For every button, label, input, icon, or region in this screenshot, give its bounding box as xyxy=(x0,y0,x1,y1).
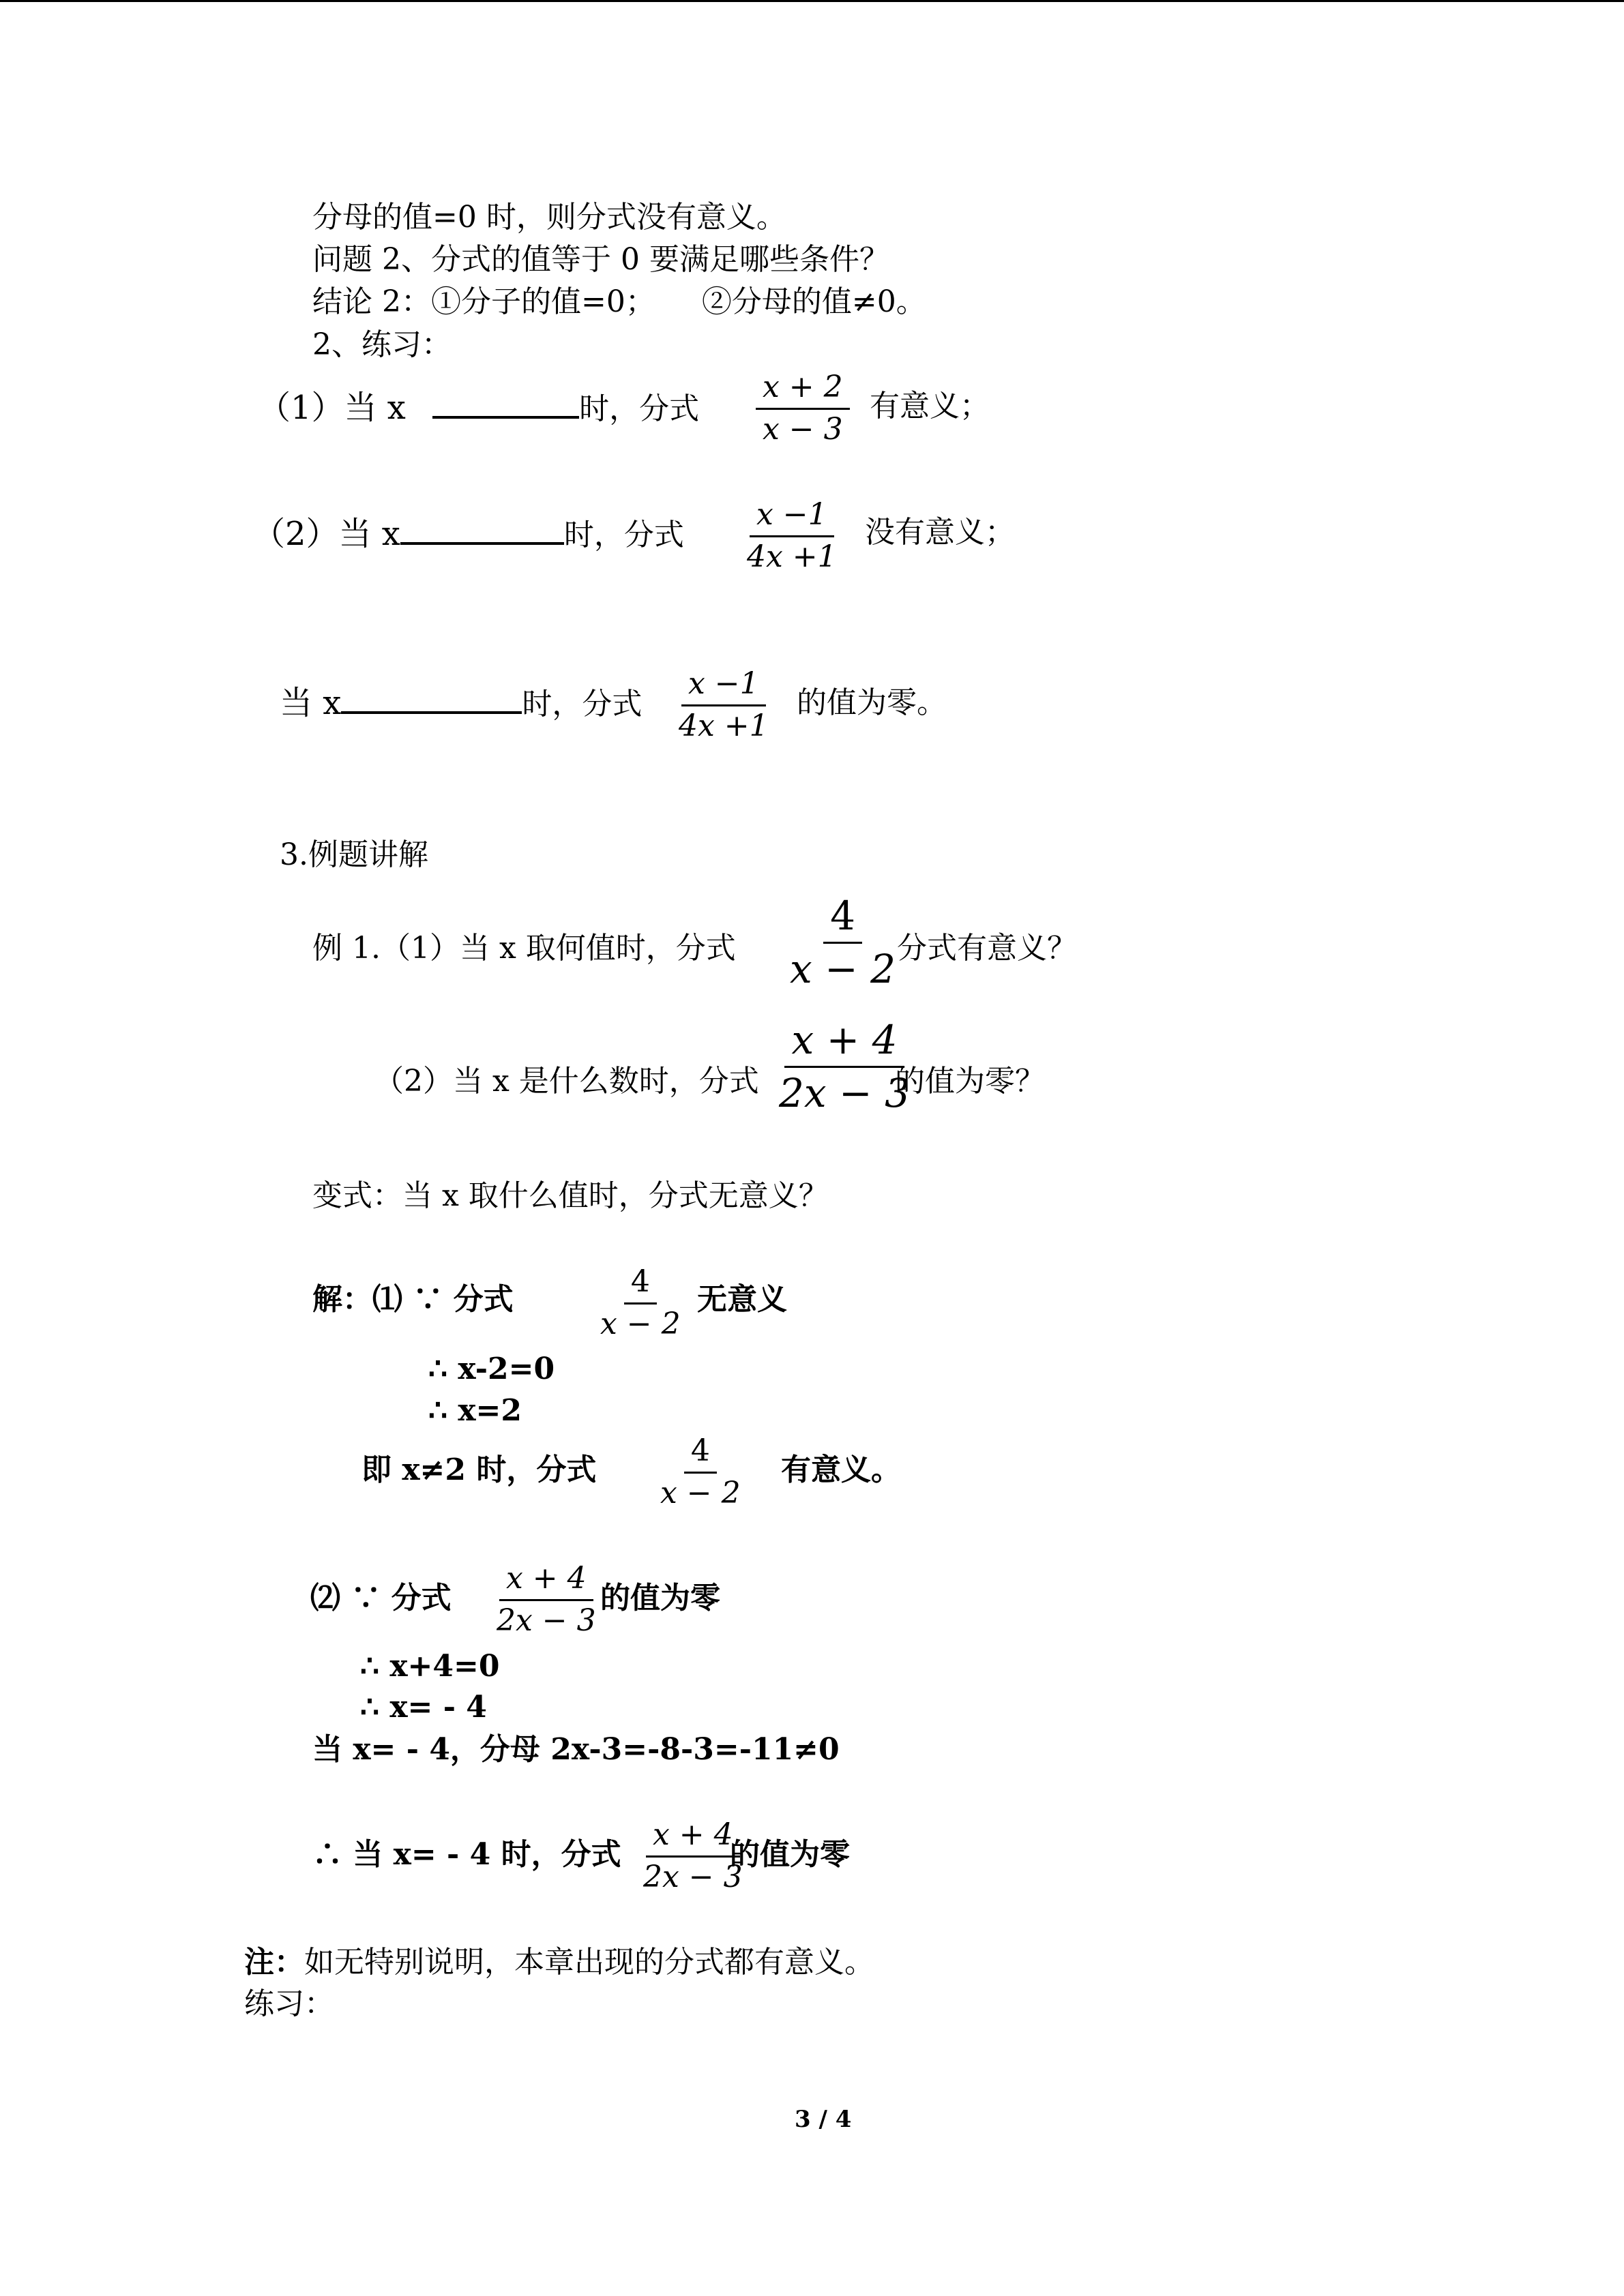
exercise-1-prefix: （1）当 x xyxy=(258,389,406,427)
fraction-6 xyxy=(593,1265,688,1341)
note-line xyxy=(244,1945,874,1980)
fraction-2-numerator xyxy=(750,498,834,537)
example-1-part1-suffix: 分式有意义？ xyxy=(897,931,1077,966)
fraction-6-numerator: 4 xyxy=(624,1265,657,1304)
example-1-part1: 例 1.（1）当 x 取何值时，分式 xyxy=(312,931,736,966)
exercise-3-prefix: 当 x xyxy=(280,684,342,722)
page-number: 3 / 4 xyxy=(795,2106,852,2133)
fraction-3-numerator xyxy=(681,667,766,706)
fraction-2-numerator-text: x −1 xyxy=(756,497,827,532)
fraction-2 xyxy=(740,498,844,574)
practice-heading-2: 2、练习： xyxy=(312,327,452,362)
fraction-4 xyxy=(783,893,902,992)
solution-2-conclusion-suffix: 的值为零 xyxy=(730,1837,850,1872)
solution-1-line1-suffix: 无意义 xyxy=(697,1282,787,1317)
exercise-3-suffix: 的值为零。 xyxy=(797,685,947,720)
fraction-3-denominator xyxy=(672,706,776,744)
example-1-part2: （2）当 x 是什么数时，分式 xyxy=(374,1064,759,1099)
solution-1-line4-suffix: 有意义。 xyxy=(781,1452,901,1487)
fraction-2-denominator-text: 4x +1 xyxy=(747,539,837,574)
fraction-6-denominator: x − 2 xyxy=(600,1306,681,1341)
conclusion-2-part2: ②分母的值≠0。 xyxy=(701,284,926,319)
exercise-1 xyxy=(258,389,699,427)
fraction-3-denominator-text: 4x +1 xyxy=(679,708,769,743)
fraction-1-denominator: x − 3 xyxy=(763,411,843,447)
fraction-5-denominator: 2x − 3 xyxy=(779,1069,910,1116)
fraction-4-numerator: 4 xyxy=(823,893,862,944)
fraction-9-denominator: 2x − 3 xyxy=(643,1859,743,1894)
note-label: 注： xyxy=(244,1945,304,1980)
exercise-1-suffix: 有意义； xyxy=(870,389,990,423)
conclusion-2-part1: 结论 2：①分子的值=0； xyxy=(312,284,655,319)
fraction-3-numerator-text: x −1 xyxy=(688,666,759,701)
exercise-2 xyxy=(252,515,684,553)
conclusion-2 xyxy=(312,284,926,320)
solution-1-line1: 解：⑴ ∵ 分式 xyxy=(312,1282,514,1317)
exercise-1-mid: 时，分式 xyxy=(579,391,700,426)
fraction-2-denominator xyxy=(740,537,844,575)
fraction-7-denominator: x − 2 xyxy=(660,1475,741,1510)
practice-label: 练习： xyxy=(244,1986,334,2021)
exercise-2-mid: 时，分式 xyxy=(563,518,684,552)
fraction-9-numerator: x + 4 xyxy=(646,1818,740,1858)
page-top-border xyxy=(0,0,1624,2)
solution-1-line2: ∴ x-2=0 xyxy=(428,1352,555,1386)
solution-2-line1-suffix: 的值为零 xyxy=(600,1581,720,1615)
section-3-heading: 3.例题讲解 xyxy=(280,837,428,872)
solution-2-line2: ∴ x+4=0 xyxy=(360,1649,500,1684)
variant-question: 变式：当 x 取什么值时，分式无意义？ xyxy=(312,1178,829,1213)
fraction-7 xyxy=(653,1434,748,1510)
answer-blank-1[interactable] xyxy=(432,389,579,419)
answer-blank-3[interactable] xyxy=(341,684,522,714)
fraction-3 xyxy=(672,667,776,743)
exercise-2-prefix: （2）当 x xyxy=(252,515,400,553)
fraction-4-denominator: x − 2 xyxy=(790,945,896,992)
fraction-8-denominator: 2x − 3 xyxy=(497,1602,596,1638)
solution-1-line4: 即 x≠2 时，分式 xyxy=(361,1452,597,1487)
fraction-1 xyxy=(756,370,850,447)
example-1-part2-suffix: 的值为零？ xyxy=(895,1064,1045,1099)
fraction-7-numerator: 4 xyxy=(684,1434,717,1474)
line-denominator-zero: 分母的值=0 时，则分式没有意义。 xyxy=(312,200,786,235)
exercise-3 xyxy=(280,684,642,722)
answer-blank-2[interactable] xyxy=(400,515,564,545)
solution-2-line4: 当 x= - 4，分母 2x-3=-8-3=-11≠0 xyxy=(312,1732,840,1767)
fraction-8-numerator: x + 4 xyxy=(499,1562,593,1601)
exercise-2-suffix: 没有意义； xyxy=(865,515,1015,550)
fraction-8 xyxy=(490,1562,603,1638)
fraction-5-numerator: x + 4 xyxy=(784,1017,904,1068)
solution-2-line3: ∴ x= - 4 xyxy=(360,1690,487,1725)
exercise-3-mid: 时，分式 xyxy=(522,687,643,721)
solution-2-conclusion: ∴ 当 x= - 4 时，分式 xyxy=(312,1837,621,1872)
note-text: 如无特别说明，本章出现的分式都有意义。 xyxy=(304,1945,874,1980)
solution-1-line3: ∴ x=2 xyxy=(428,1393,522,1428)
solution-2-line1: ⑵ ∵ 分式 xyxy=(310,1581,452,1615)
fraction-1-numerator: x + 2 xyxy=(756,370,850,410)
question-2: 问题 2、分式的值等于 0 要满足哪些条件？ xyxy=(312,242,889,277)
